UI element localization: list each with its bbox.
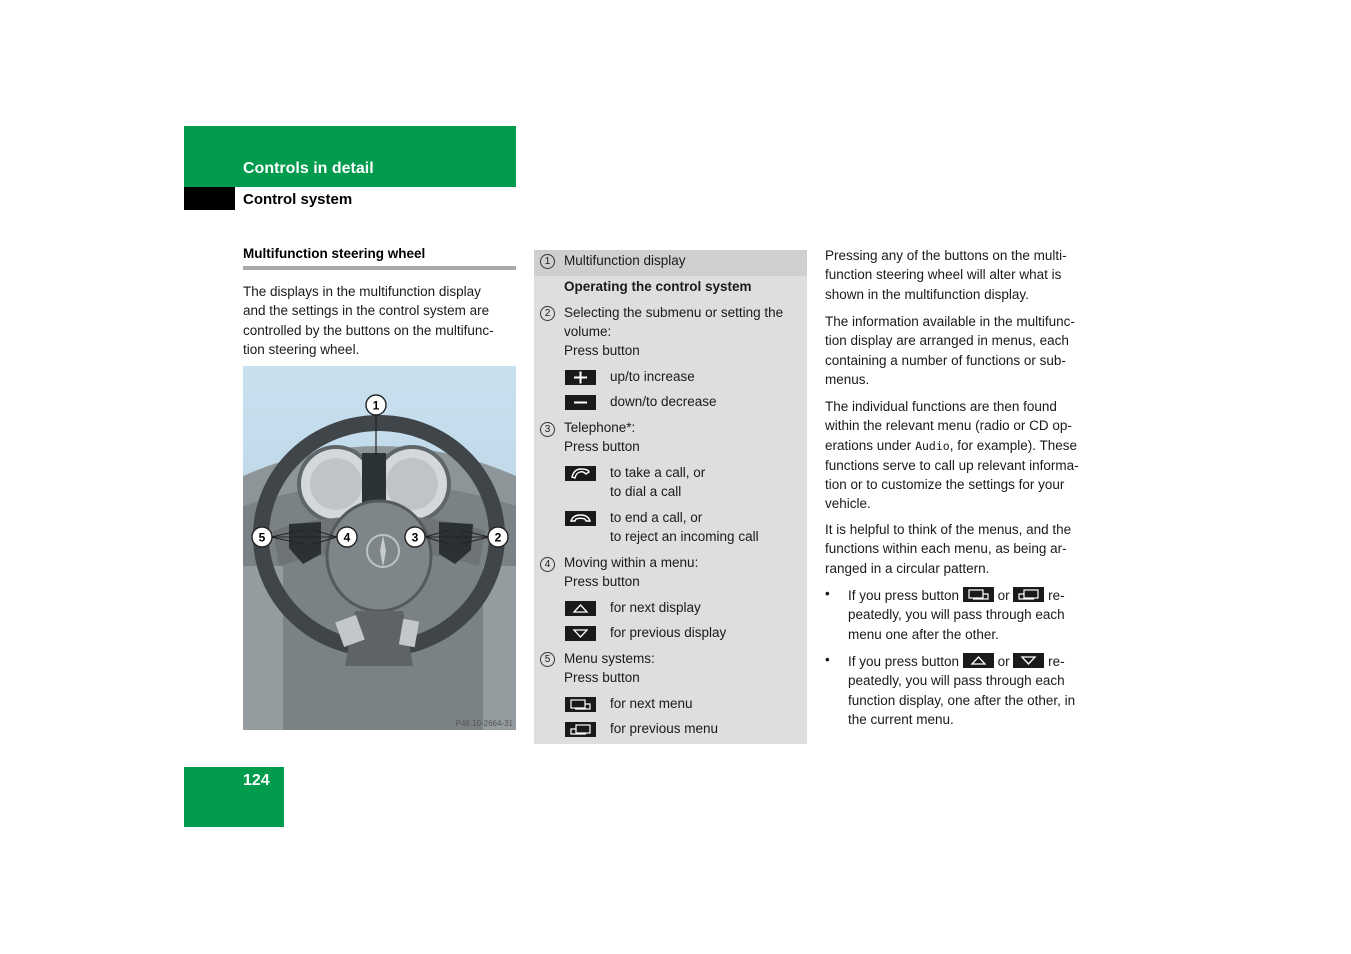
legend-next-display: for next display — [610, 600, 701, 615]
previous-menu-key-icon — [1013, 587, 1044, 602]
legend-end-call: to end a call, or — [610, 510, 703, 525]
legend-num-2: 2 — [540, 306, 555, 321]
heading-multifunction-steering-wheel: Multifunction steering wheel — [243, 246, 426, 261]
section-title: Controls in detail — [243, 160, 374, 177]
down-arrow-key-icon — [565, 626, 596, 641]
page-number: 124 — [243, 772, 270, 789]
legend-num-4: 4 — [540, 557, 555, 572]
callout-5: 5 — [258, 530, 266, 545]
callout-3: 3 — [411, 530, 419, 545]
previous-menu-key-icon — [565, 722, 596, 737]
legend-subheading: Operating the control system — [564, 279, 752, 294]
legend-item2-line2: volume: — [564, 324, 612, 339]
figure-code: P46.10-2664-31 — [455, 719, 513, 728]
bullet-1: If you press button or re- peatedly, you will pass through each menu one after the other. — [848, 588, 1065, 642]
legend-num-1: 1 — [540, 254, 555, 269]
legend-item2-line1: Selecting the submenu or setting the — [564, 305, 784, 320]
phone-pickup-key-icon — [565, 466, 596, 481]
legend-down-decrease: down/to decrease — [610, 394, 717, 409]
steering-wheel-illustration — [243, 366, 516, 730]
next-menu-key-icon — [565, 697, 596, 712]
legend-take-call: to take a call, or — [610, 465, 706, 480]
callout-2: 2 — [494, 530, 502, 545]
callout-4: 4 — [343, 530, 351, 545]
minus-key-icon — [565, 395, 596, 410]
legend-dial-call: to dial a call — [610, 484, 682, 499]
subsection-marker — [184, 187, 235, 210]
paragraph-4: It is helpful to think of the menus, and the functions within each menu, as being ar- ranged in a circular pattern. — [825, 522, 1072, 576]
legend-num-3: 3 — [540, 422, 555, 437]
up-arrow-key-icon — [963, 653, 994, 668]
plus-key-icon — [565, 370, 596, 385]
paragraph-2: The information available in the multifunc- tion display are arranged in menus, each containing a number of functions or sub- menus. — [825, 314, 1075, 387]
up-arrow-key-icon — [565, 601, 596, 616]
audio-menu-label: Audio — [915, 438, 950, 453]
subsection-title: Control system — [243, 191, 353, 208]
legend-item3-line2: Press button — [564, 439, 640, 454]
callout-1: 1 — [372, 398, 380, 413]
legend-item4-line1: Moving within a menu: — [564, 555, 699, 570]
legend-num-5: 5 — [540, 652, 555, 667]
bullet-2: If you press button or re- peatedly, you will pass through each function display, one after the other, in the current menu. — [848, 654, 1076, 727]
steering-wheel-photo — [243, 366, 516, 730]
paragraph-1: Pressing any of the buttons on the multi- function steering wheel will alter what is shown in the multifunction display. — [825, 248, 1067, 302]
paragraph-3: The individual functions are then found within the relevant menu (radio or CD op- erations under Audio, for example). These functions serve to call up relevant informa- tion or to customize the settings for your vehicle. — [825, 399, 1079, 512]
legend-up-increase: up/to increase — [610, 369, 695, 384]
legend-previous-menu: for previous menu — [610, 721, 719, 736]
intro-paragraph: The displays in the multifunction display and the settings in the control system are controlled by the buttons on the multifunc- tion steering wheel. — [243, 284, 494, 357]
legend-previous-display: for previous display — [610, 625, 727, 640]
legend-multifunction-display: Multifunction display — [564, 253, 686, 268]
legend-item5-line2: Press button — [564, 670, 640, 685]
heading-rule — [243, 266, 516, 270]
bullet-1-marker: • — [825, 586, 830, 601]
down-arrow-key-icon — [1013, 653, 1044, 668]
legend-item3-line1: Telephone*: — [564, 420, 636, 435]
legend-item5-line1: Menu systems: — [564, 651, 655, 666]
phone-hangup-key-icon — [565, 511, 596, 526]
legend-item2-line3: Press button — [564, 343, 640, 358]
legend-next-menu: for next menu — [610, 696, 693, 711]
legend-box — [534, 250, 807, 744]
legend-item4-line2: Press button — [564, 574, 640, 589]
bullet-2-marker: • — [825, 652, 830, 667]
next-menu-key-icon — [963, 587, 994, 602]
legend-reject-call: to reject an incoming call — [610, 529, 759, 544]
